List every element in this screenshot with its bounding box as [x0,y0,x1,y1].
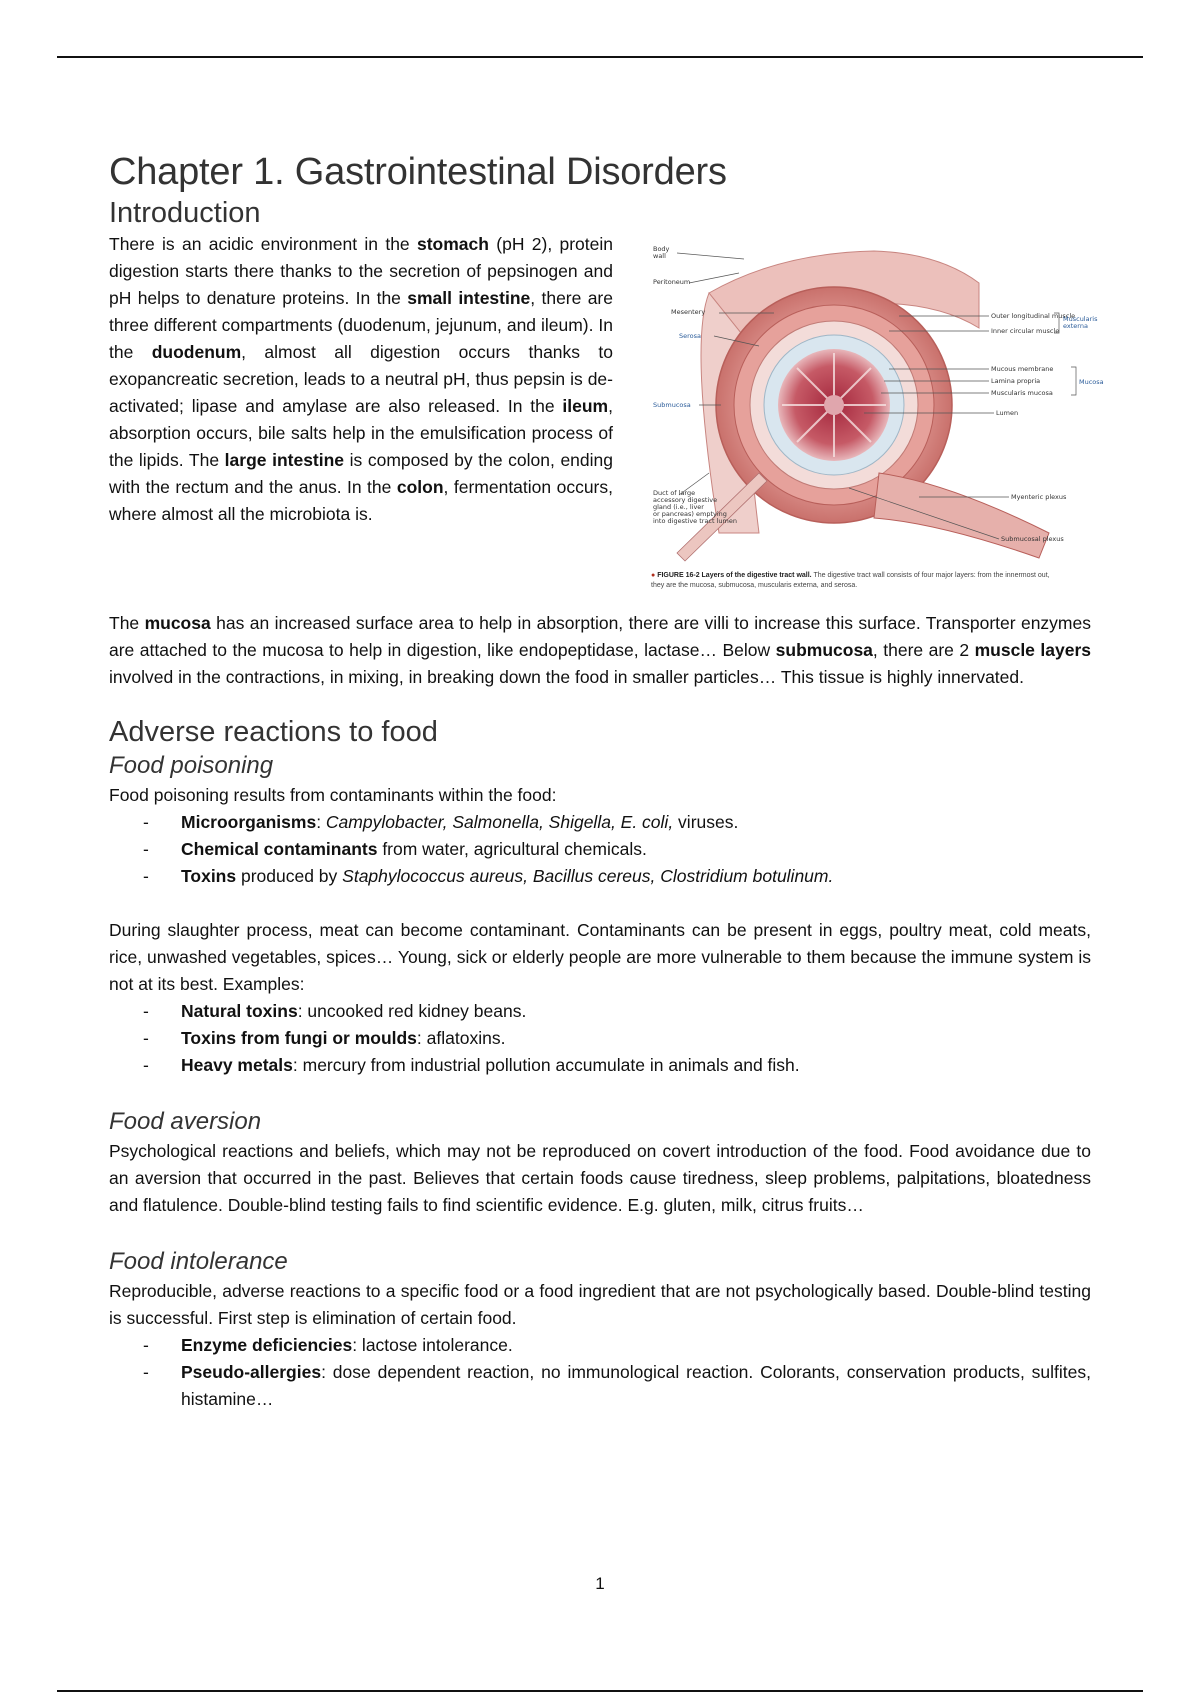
text-run: Microorganisms [181,812,317,832]
text-run: Natural toxins [181,1001,298,1021]
text-run: Toxins from fungi or moulds [181,1028,417,1048]
introduction-section [109,231,1104,610]
text-run: Enzyme deficiencies [181,1335,353,1355]
text-run: , there are three different compartments (duodenum, jejunum, and ileum). In the [109,288,613,362]
introduction-heading: Introduction [109,197,261,229]
label-outer-longitudinal: Outer longitudinal muscle [991,312,1076,320]
text-run: Heavy metals [181,1055,293,1075]
introduction-paragraph [109,231,613,528]
text-run: : mercury from industrial pollution accumulate in animals and fish. [292,1055,800,1075]
label-duct-2: accessory digestive [653,496,718,504]
text-run: viruses. [673,812,739,832]
text-run: involved in the contractions, in mixing, in breaking down the food in smaller particles… This tissue is highly innervated. [109,667,1024,687]
document-page [109,148,1104,1413]
label-duct-4: or pancreas) emptying [653,510,727,518]
text-run: , fermentation occurs, where almost all the microbiota is. [109,477,613,524]
slaughter-paragraph: During slaughter process, meat can become contaminant. Contaminants can be present in eggs, poultry meat, cold meats, rice, unwashed vegetables, spices… Young, sick or elderly people are more vulnerable to them because the immune system is not at its best. Examples: [109,920,1091,994]
label-lumen: Lumen [996,409,1019,417]
label-submucosa: Submucosa [653,401,691,409]
figure-caption: ● FIGURE 16-2 Layers of the digestive tract wall. The digestive tract wall consists of four major layers: from the innermost out, they are the mucosa, submucosa, muscularis externa, and serosa. [651,572,1050,589]
list-item [181,863,1091,890]
text-run: , absorption occurs, bile salts help in the emulsification process of the lipids. The [109,396,613,470]
text-run: is composed by the colon, ending with the rectum and the anus. In the [109,450,613,497]
figure-caption-text: The digestive tract wall consists of four major layers: from the innermost out, they are the mucosa, submucosa, muscularis externa, and serosa. [651,572,1050,589]
label-duct-5: into digestive tract lumen [653,517,737,525]
text-run: , almost all digestion occurs thanks to exopancreatic secretion, leads to a neutral pH, thus pepsin is de-activated; lipase and amylase are also released. In the [109,342,613,416]
food-intolerance-heading: Food intolerance [109,1248,288,1275]
text-run: ileum [562,396,609,416]
text-run: muscle layers [974,640,1092,660]
text-run: : dose dependent reaction, no immunological reaction. Colorants, conservation products, sulfites, histamine… [181,1362,1091,1409]
label-mesentery: Mesentery [671,308,706,316]
text-run: small intestine [407,288,531,308]
text-run: : aflatoxins. [416,1028,506,1048]
label-mucous-membrane: Mucous membrane [991,365,1054,373]
contaminants-list [109,809,1091,890]
text-run: colon [396,477,444,497]
text-run: : lactose intolerance. [352,1335,513,1355]
list-item [181,809,1091,836]
digestive-tract-illustration [649,233,1104,568]
food-poisoning-intro: Food poisoning results from contaminants within the food: [109,785,557,805]
label-lamina-propria: Lamina propria [991,377,1041,385]
text-run: large intestine [224,450,345,470]
label-submucosal-plexus: Submucosal plexus [1001,535,1064,543]
food-aversion-paragraph: Psychological reactions and beliefs, which may not be reproduced on covert introduction of the food. Food avoidance due to an aversion that occurred in the past. Believes that certain foods cause tiredness, sleep problems, palpitations, bloatedness and flatulence. Double-blind testing fails to find scientific evidence. E.g. gluten, milk, citrus fruits… [109,1141,1091,1215]
label-mucosa: Mucosa [1079,378,1104,386]
label-duct-1: Duct of large [653,489,696,497]
text-run: : [316,812,326,832]
text-run: : uncooked red kidney beans. [297,1001,527,1021]
chapter-title: Chapter 1. Gastrointestinal Disorders [109,151,727,193]
list-item [181,836,1091,863]
label-muscularis-externa-2: externa [1063,322,1088,330]
page-number: 1 [595,1574,605,1593]
text-run: Chemical contaminants [181,839,378,859]
label-inner-circular: Inner circular muscle [991,327,1060,335]
label-muscularis-externa: Muscularis [1063,315,1098,323]
food-aversion-heading: Food aversion [109,1108,262,1135]
list-item [181,998,1091,1025]
text-run: Campylobacter, Salmonella, Shigella, E. coli, [325,812,674,832]
label-serosa: Serosa [679,332,702,340]
text-run: produced by [236,866,343,886]
text-run: submucosa [775,640,873,660]
text-run: (pH 2), protein digestion starts there thanks to the secretion of pepsinogen and pH helps to denature proteins. In the [109,234,614,308]
adverse-reactions-heading: Adverse reactions to food [109,716,438,748]
text-run: from water, agricultural chemicals. [377,839,647,859]
mucosa-paragraph [109,610,1091,691]
label-myenteric-plexus: Myenteric plexus [1011,493,1067,501]
list-item [181,1052,1091,1079]
text-run: Toxins [181,866,237,886]
text-run: duodenum [151,342,242,362]
text-run: Staphylococcus aureus, Bacillus cereus, Clostridium botulinum. [342,866,834,886]
text-run: There is an acidic environment in the [109,234,417,254]
digestive-tract-figure [649,233,1104,603]
list-item [181,1359,1091,1413]
list-item [181,1332,1091,1359]
label-duct-3: gland (i.e., liver [653,503,704,511]
food-poisoning-heading: Food poisoning [109,752,274,779]
examples-list [109,998,1091,1079]
label-peritoneum: Peritoneum [653,278,691,286]
food-intolerance-paragraph: Reproducible, adverse reactions to a specific food or a food ingredient that are not psychologically based. Double-blind testing is successful. First step is elimination of certain food. [109,1281,1091,1328]
figure-caption-title: FIGURE 16-2 Layers of the digestive tract wall. [657,572,812,579]
intolerance-list [109,1332,1091,1413]
header-rule [57,56,1143,58]
label-muscularis-mucosa: Muscularis mucosa [991,389,1053,397]
text-run: , there are 2 [872,640,975,660]
text-run: stomach [416,234,489,254]
label-body-wall: Body [653,245,670,253]
list-item [181,1025,1091,1052]
text-run: The [109,613,145,633]
label-body-wall-2: wall [653,252,666,260]
footer-rule [57,1690,1143,1692]
text-run: Pseudo-allergies [181,1362,322,1382]
text-run: has an increased surface area to help in absorption, there are villi to increase this surface. Transporter enzymes are attached to the mucosa to help in digestion, like endopeptidase, lactase… Below [109,613,1091,660]
text-run: mucosa [144,613,211,633]
